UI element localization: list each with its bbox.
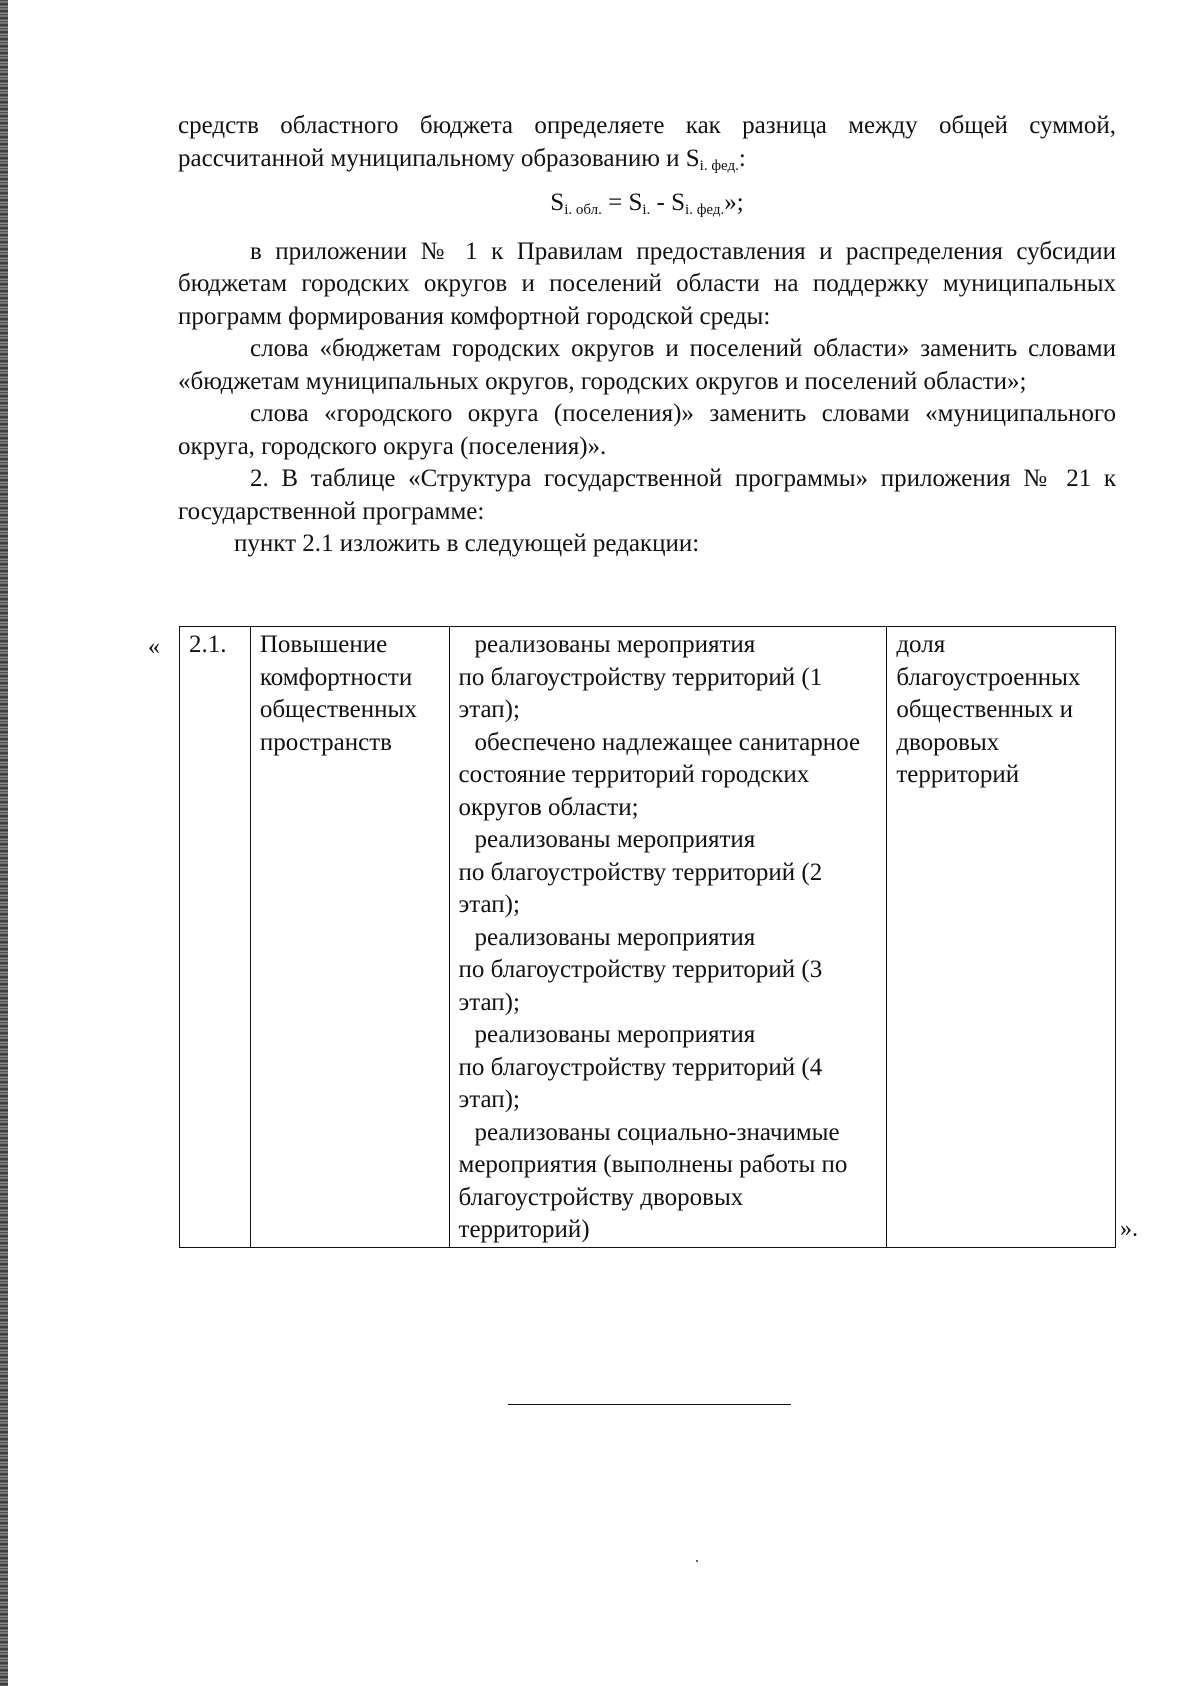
- paragraph-edit-item: пункт 2.1 изложить в следующей редакции:: [234, 530, 700, 557]
- formula: $S_{i. обл.} = S_{i.} - S_{i. фед.}$»;: [550, 189, 744, 218]
- table-row: [180, 627, 1116, 1248]
- paragraph-replace-budget: слова «бюджетам городских округов и поселений области» заменить словами «бюджетам муниципальных округов, городских округов и поселений области»;: [178, 335, 1116, 395]
- cell-number: 2.1.: [180, 627, 251, 1248]
- result-item: реализованы мероприятия по благоустройству территорий (3 этап);: [458, 923, 823, 1016]
- result-item: реализованы мероприятия по благоустройству территорий (1 этап);: [458, 631, 823, 723]
- scan-edge: [0, 0, 8, 1686]
- paragraph-intro: средств областного бюджета определяете как разница между общей суммой, рассчитанной муниципальному образованию и $S_{i. фед.}$:: [178, 112, 1116, 174]
- result-item: реализованы мероприятия по благоустройству территорий (2 этап);: [458, 826, 823, 918]
- open-quote: «: [148, 634, 160, 660]
- close-quote: ».: [1120, 1216, 1138, 1242]
- cell-indicator: доля благоустроенных общественных и дворовых территорий: [887, 627, 1116, 1248]
- amendment-table: [179, 626, 1116, 1248]
- cell-results: [449, 627, 887, 1248]
- result-item: реализованы мероприятия по благоустройству территорий (4 этап);: [458, 1021, 823, 1113]
- paragraph-appendix: в приложении № 1 к Правилам предоставления и распределения субсидии бюджетам городских округов и поселений области на поддержку муниципальных программ формирования комфортной городской среды:: [178, 237, 1116, 330]
- scan-speck: [696, 1560, 698, 1562]
- result-item: реализованы социально-значимые мероприятия (выполнены работы по благоустройству дворовых территорий): [458, 1118, 848, 1243]
- result-item: обеспечено надлежащее санитарное состояние территорий городских округов области;: [458, 728, 861, 821]
- closing-rule: [508, 1404, 791, 1405]
- paragraph-table-change: 2. В таблице «Структура государственной программы» приложения № 21 к государственной программе:: [178, 465, 1116, 525]
- document-page: [178, 110, 1116, 561]
- paragraph-replace-district: слова «городского округа (поселения)» заменить словами «муниципального округа, городского округа (поселения)».: [178, 400, 1116, 460]
- cell-title: Повышение комфортности общественных пространств: [250, 627, 449, 1248]
